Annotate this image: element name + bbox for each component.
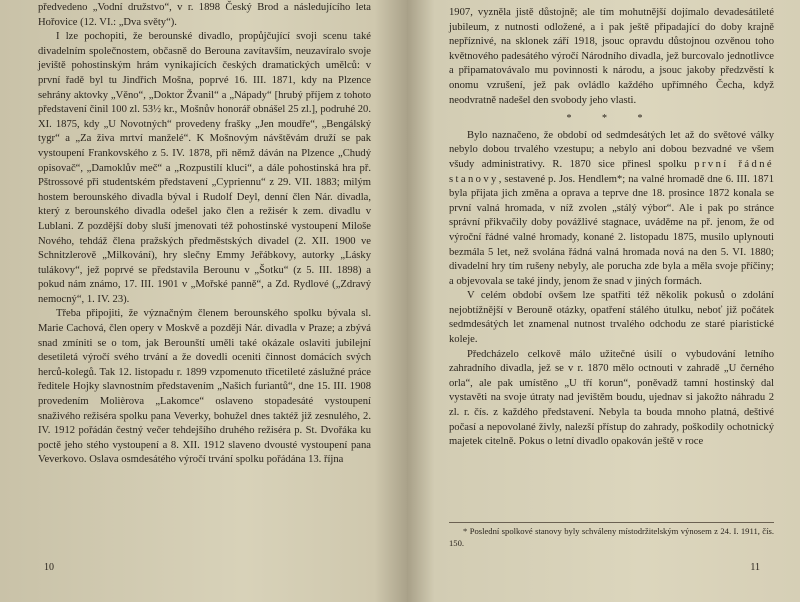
right-paragraph-1: 1907, vyzněla jistě důstojně; ale tím mohutnější dojímalo devadesátileté jubileum, z nutnosti odložené, a i pak ještě připadající do doby krajně nepříznivé, na sklonek září 1918, jsouc opravdu důstojnou ozvěnou toho květnového padesátého výročí Národního divadla, jež burcovalo jednotlivce a připamatovávalo mu povinnosti k národu, a jsouc jakoby předzvěstí k onomu vzrušení, jež pak ovládlo každého upřímného Čecha, když neodvratně nadešel den svobody jeho vlasti. <box>449 7 774 106</box>
left-paragraph-3: Třeba připojiti, že význačným členem berounského spolku bývala sl. Marie Cachová, člen opery v Moskvě a později Nár. divadla v Praze; a zbývá snad zmíniti se o tom, jak Berounští uměli také okázale oslaviti jubilejní desetiletá výročí svého trvání a že dovedli oceniti činnost domácích svých herců-kolegů. Tak 12. listopadu r. 1899 vzpomenuto třicetileté záslužné práce ředitele Hojky slavnostním představením „Našich furiantů“, dne 15. III. 1908 provedením Molièrova „Lakomce“ oslaveno stopadesáté vystoupení snaživého režiséra spolku pana Veverky, bohužel dnes taktéž již zesnulého, 2. IV. 1912 pořádán čestný večer tehdejšího druhého režiséra p. St. Dvořáka ku poctě jeho stého vystoupení a 8. XII. 1912 slaveno dvousté vystoupení pana Veverkovo. Oslava osmdesátého výročí trvání spolku pořádána 13. října <box>38 308 371 466</box>
section-separator: * * * <box>566 113 657 125</box>
right-paragraph-2-part-a: Bylo naznačeno, že období od sedmdesátých let až do světové války nebylo dobou trvalého vzestupu; a nebylo ani dobou bezvadné ve všem všudy administrativy. R. 1870 sice přinesl spolku <box>449 129 774 170</box>
right-paragraph-2 <box>449 129 774 290</box>
footnote-text: * Poslední spolkové stanovy byly schváleny místodržitelským výnosem z 24. I. 1911, čís. 150. <box>449 526 774 548</box>
page-number-left: 10 <box>44 562 54 574</box>
page-number-right: 11 <box>750 562 760 574</box>
right-page <box>407 0 800 602</box>
footnote <box>449 522 774 549</box>
left-paragraph-2: I lze pochopiti, že berounské divadlo, propůjčující svoji scenu také divadelním společnostem, občasně do Berouna zavítavším, neuzavíralo svoje jeviště pohostinským hrám vynikajících českých dramatických umělců: v první řadě byl tu Jindřich Mošna, poprvé 16. III. 1871, kdy na Plzence sehrány aktovky „Věno“, „Doktor Žvanil“ a „Nápady“ [hrubý příjem z tohoto představení činil 100 zl. 53½ kr., Mošnův honorář obnášel 25 zl.], podruhé 20. XI. 1875, kdy „U Novotných“ provedeny frašky „Jen moudře“, „Bengálský tygr“ a „Za živa mrtví manželé“. K Mošnovým návštěvám druží se pak vystoupení Frankovského z 5. IV. 1878, při němž dáván na Plzence „Chudý opisovač“, „Damoklův meč“ a „Rozpustilí kluci“, a dále pohostinská hra př. Pštrossové při studentském představení „Cypriennu“ z 29. VII. 1883; milým hostem berounského divadla býval i Rudolf Deyl, denní člen Nár. divadla, který z berounského divadla odešel jako člen a režisér k zem. divadlu v Lublani. Z pozdější doby sluší jmenovati též pohostinské vystoupení Miloše Nového, tehdáž člena pražských předměstských divadel (2. XII. 1900 ve Schnitzlerově „Milkování), hry slečny Emmy Jeřábkovy, autorky „Lásky tulákovy“, jež poprvé se představila Berounu v „Šotku“ (z 5. III. 1898) a pokud nám známo, 17. III. 1901 v „Mořské panně“, a Zd. Rydlové („Zdravý nemocný“, 1. IV. 23). <box>38 31 371 305</box>
left-paragraph-1: předvedeno „Vodní družstvo“, v r. 1898 Český Brod a následujícího leta Hořovice (12. VI.: „Dva světy“). <box>38 2 371 28</box>
right-paragraph-4: Předcházelo celkově málo užitečné úsilí o vybudování letního zahradního divadla, jež se v r. 1870 mělo octnouti v zahradě „U černého orla“, ale pak umístěno „U tří korun“, poněvadž tamní hostinský dal vystavěti na svoje útraty nad jevištěm boudu, ujednav si jakožto náhradu 2 zl. r. čís. z každého představení. Nebyla ta bouda mnoho platná, deštivé počasí a nepovolané živly, nalezší přístup do zahrady, poškodily ochotnický majetek citelně. Pokus o letní divadlo opakován ještě v roce <box>449 348 774 448</box>
spaced-emphasis-stanovy: první řádné stanovy <box>449 158 775 185</box>
right-paragraph-3: V celém období ovšem lze spatřiti též několik pokusů o zdolání nejobtížnější v Berouně otázky, opatření stálého útulku, neboť již počátek sedmdesátých let znamenal nutnost trvalého odchodu ze staré piaristické koleje. <box>449 290 774 346</box>
right-paragraph-2-part-b: , sestavené p. Jos. Hendlem*; na valné hromadě dne 6. III. 1871 byla přijata jich změna a oprava a teprve dne 18. prosince 1872 konala se první valná hromada, v níž zvolen „stálý výbor“. Ale i pak po stránce správní přikvačily doby povážlivé stagnace, uváděme na př. jenom, že od výroční řádné valné hromady, konané 2. listopadu 1875, musilo uplynouti bezmála 5 let, než svolána řádná valná hromada nová na den 5. VI. 1880; divadelní hry tím rušeny nebyly, ale porucha zde byla a měla svoje příčiny; a objevovala se také jindy, jenom že snad v jiných formách. <box>449 173 774 287</box>
